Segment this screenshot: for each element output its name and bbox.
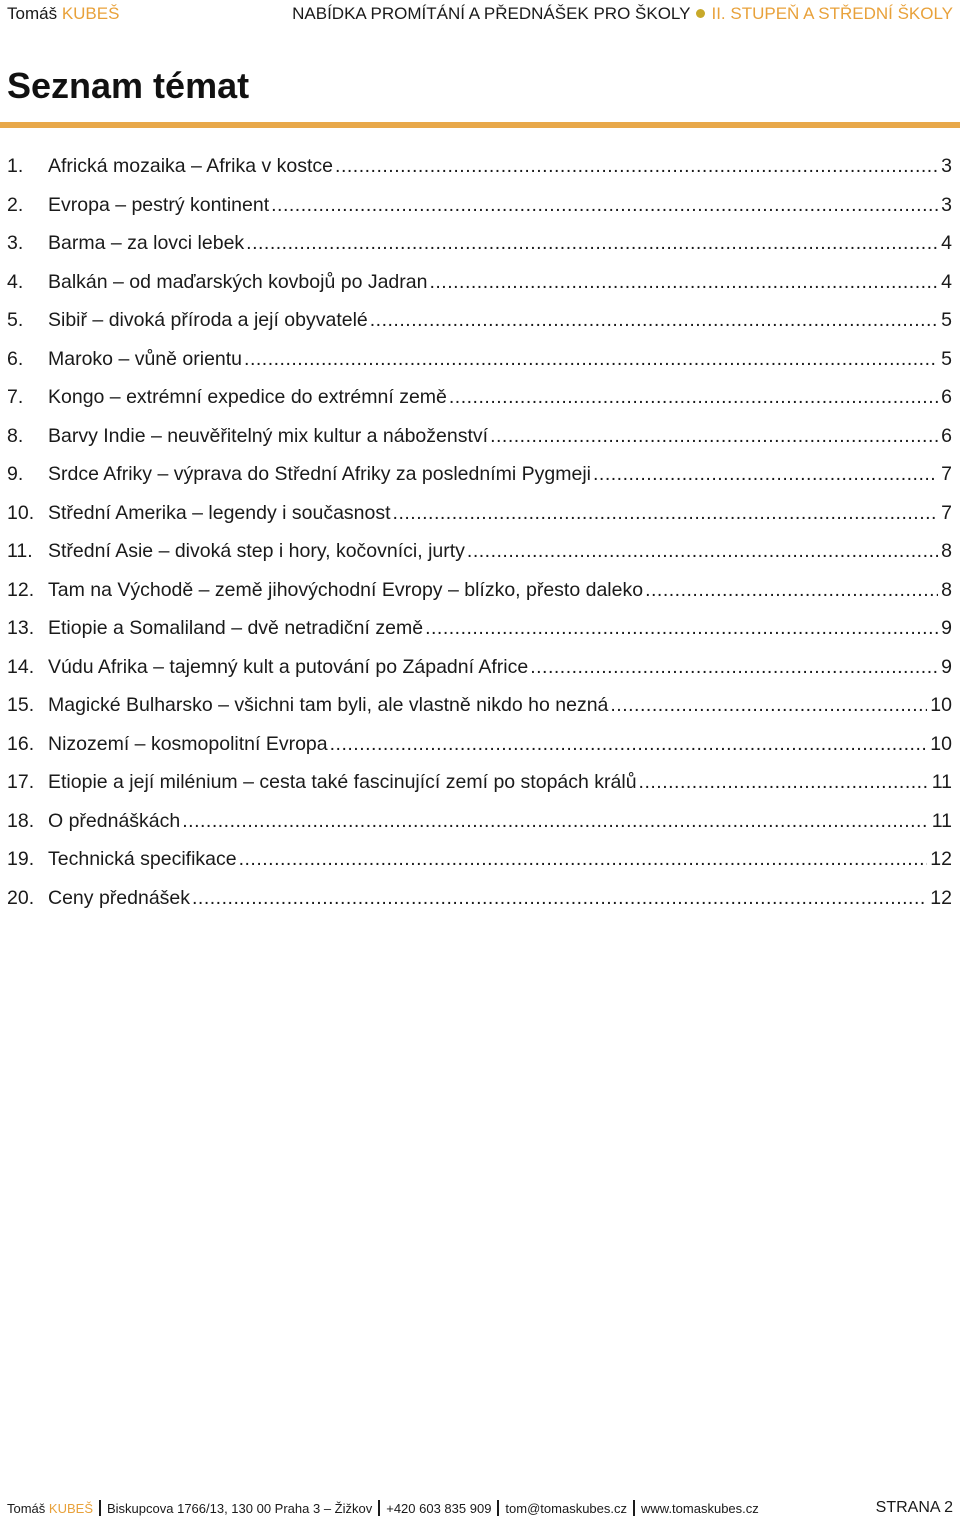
toc-entry-page[interactable]: 4 — [941, 270, 952, 293]
toc-entry[interactable] — [7, 263, 952, 302]
footer-address: Biskupcova 1766/13, 130 00 Praha 3 – Žižkov — [107, 1501, 373, 1516]
footer-website-link[interactable]: www.tomaskubes.cz — [641, 1501, 759, 1516]
toc-entry-title[interactable]: Barma – za lovci lebek — [48, 232, 245, 254]
toc-dot-leader — [449, 378, 938, 417]
toc-entry-page[interactable]: 4 — [941, 232, 952, 254]
toc-entry-title[interactable]: Balkán – od maďarských kovbojů po Jadran — [48, 270, 428, 293]
toc-entry-number: 19. — [7, 848, 35, 870]
toc-entry-page[interactable]: 9 — [941, 617, 952, 639]
toc-entry-number: 10. — [7, 501, 35, 524]
toc-entry-title[interactable]: Maroko – vůně orientu — [48, 347, 243, 370]
toc-entry[interactable] — [7, 147, 952, 186]
toc-entry-number: 3. — [7, 232, 24, 254]
toc-entry[interactable] — [7, 186, 952, 225]
toc-entry-page[interactable]: 12 — [930, 848, 952, 870]
toc-entry-page[interactable]: 11 — [931, 771, 952, 793]
toc-entry[interactable] — [7, 725, 952, 764]
toc-dot-leader — [610, 686, 927, 725]
toc-entry-page[interactable]: 12 — [930, 886, 952, 909]
toc-dot-leader — [429, 263, 938, 302]
toc-entry-title[interactable]: Magické Bulharsko – všichni tam byli, ale vlastně nikdo ho nezná — [48, 694, 609, 716]
toc-entry[interactable] — [7, 301, 952, 340]
toc-entry[interactable] — [7, 879, 952, 918]
toc-entry[interactable] — [7, 840, 952, 879]
toc-dot-leader — [335, 147, 938, 186]
toc-dot-leader — [330, 725, 928, 764]
toc-entry-title[interactable]: Vúdu Afrika – tajemný kult a putování po Západní Africe — [48, 655, 529, 678]
page-header — [7, 2, 953, 26]
page-footer — [7, 1499, 953, 1519]
toc-entry-title[interactable]: Ceny přednášek — [48, 886, 191, 909]
toc-entry-page[interactable]: 3 — [941, 155, 952, 177]
toc-entry-number: 6. — [7, 347, 24, 370]
toc-entry-page[interactable]: 8 — [941, 578, 952, 601]
toc-dot-leader — [192, 879, 927, 918]
toc-entry[interactable] — [7, 455, 952, 494]
toc-dot-leader — [530, 648, 938, 687]
toc-entry[interactable] — [7, 648, 952, 687]
toc-entry-title[interactable]: Sibiř – divoká příroda a její obyvatelé — [48, 309, 368, 331]
toc-entry-number: 18. — [7, 809, 35, 832]
toc-entry[interactable] — [7, 494, 952, 533]
toc-dot-leader — [239, 840, 928, 879]
toc-entry-number: 8. — [7, 424, 24, 447]
toc-entry-page[interactable]: 10 — [930, 732, 952, 755]
toc-dot-leader — [425, 609, 938, 648]
footer-phone: +420 603 835 909 — [386, 1501, 492, 1516]
toc-entry[interactable] — [7, 417, 952, 456]
toc-entry[interactable] — [7, 340, 952, 379]
toc-dot-leader — [370, 301, 938, 340]
toc-entry-number: 14. — [7, 655, 35, 678]
toc-entry[interactable] — [7, 571, 952, 610]
toc-entry-title[interactable]: Africká mozaika – Afrika v kostce — [48, 155, 334, 177]
toc-entry-page[interactable]: 7 — [941, 501, 952, 524]
toc-entry-title[interactable]: Střední Asie – divoká step i hory, kočovníci, jurty — [48, 540, 465, 562]
toc-entry-page[interactable]: 11 — [931, 809, 952, 832]
toc-entry-number: 17. — [7, 771, 35, 793]
header-author-first: Tomáš — [7, 4, 58, 23]
header-doc-title: NABÍDKA PROMÍTÁNÍ A PŘEDNÁŠEK PRO ŠKOLY — [292, 4, 691, 23]
toc-entry-title[interactable]: Barvy Indie – neuvěřitelný mix kultur a náboženství — [48, 424, 489, 447]
toc-dot-leader — [182, 802, 929, 841]
toc-entry-page[interactable]: 3 — [941, 193, 952, 216]
toc-dot-leader — [271, 186, 938, 225]
toc-dot-leader — [645, 571, 938, 610]
toc-dot-leader — [244, 340, 938, 379]
toc-entry-page[interactable]: 7 — [941, 463, 952, 485]
toc-entry[interactable] — [7, 532, 952, 571]
header-audience: II. STUPEŇ A STŘEDNÍ ŠKOLY — [711, 4, 953, 23]
toc-dot-leader — [593, 455, 938, 494]
toc-entry-number: 15. — [7, 694, 35, 716]
toc-entry-page[interactable]: 9 — [941, 655, 952, 678]
toc-entry-title[interactable]: Srdce Afriky – výprava do Střední Afriky za posledními Pygmeji — [48, 463, 591, 485]
toc-entry-title[interactable]: Technická specifikace — [48, 848, 237, 870]
toc-entry-page[interactable]: 6 — [941, 386, 952, 408]
toc-entry-number: 2. — [7, 193, 24, 216]
header-author-last: KUBEŠ — [61, 4, 120, 23]
table-of-contents — [7, 147, 952, 917]
toc-dot-leader — [246, 224, 938, 263]
footer-separator — [99, 1500, 101, 1516]
toc-entry-title[interactable]: Nizozemí – kosmopolitní Evropa — [48, 732, 328, 755]
toc-entry-number: 1. — [7, 155, 24, 177]
header-title — [292, 2, 953, 26]
toc-dot-leader — [490, 417, 938, 456]
footer-email-link[interactable]: tom@tomaskubes.cz — [505, 1501, 627, 1516]
bullet-dot-icon — [696, 9, 705, 18]
toc-entry[interactable] — [7, 802, 952, 841]
toc-entry-title[interactable]: Střední Amerika – legendy i současnost — [48, 501, 391, 524]
toc-entry-page[interactable]: 5 — [941, 347, 952, 370]
page-number: STRANA 2 — [875, 1499, 953, 1516]
toc-entry-number: 11. — [7, 540, 33, 562]
toc-entry[interactable] — [7, 224, 952, 263]
toc-entry-number: 13. — [7, 617, 35, 639]
toc-entry-title[interactable]: O přednáškách — [48, 809, 181, 832]
toc-entry-number: 5. — [7, 309, 24, 331]
footer-separator — [633, 1500, 635, 1516]
toc-entry[interactable] — [7, 378, 952, 417]
toc-dot-leader — [393, 494, 939, 533]
header-author — [7, 2, 119, 26]
toc-entry-page[interactable]: 6 — [941, 424, 952, 447]
page-title: Seznam témat — [7, 65, 250, 106]
toc-entry-title[interactable]: Etiopie a její milénium – cesta také fascinující zemí po stopách králů — [48, 771, 637, 793]
toc-entry-number: 16. — [7, 732, 35, 755]
footer-separator — [378, 1500, 380, 1516]
toc-entry-title[interactable]: Etiopie a Somaliland – dvě netradiční země — [48, 617, 424, 639]
toc-entry-number: 20. — [7, 886, 35, 909]
toc-entry-page[interactable]: 5 — [941, 309, 952, 331]
toc-entry-page[interactable]: 8 — [941, 540, 952, 562]
footer-author-last: KUBEŠ — [48, 1501, 93, 1516]
footer-separator — [497, 1500, 499, 1516]
toc-entry-number: 7. — [7, 386, 24, 408]
footer-contact — [7, 1499, 759, 1519]
toc-dot-leader — [639, 763, 929, 802]
toc-entry-title[interactable]: Kongo – extrémní expedice do extrémní země — [48, 386, 447, 408]
toc-entry[interactable] — [7, 609, 952, 648]
footer-author-first: Tomáš — [7, 1501, 46, 1516]
toc-entry-title[interactable]: Tam na Východě – země jihovýchodní Evropy – blízko, přesto daleko — [48, 578, 644, 601]
toc-entry-page[interactable]: 10 — [930, 694, 952, 716]
toc-dot-leader — [467, 532, 938, 571]
toc-entry[interactable] — [7, 763, 952, 802]
toc-entry-title[interactable]: Evropa – pestrý kontinent — [48, 193, 270, 216]
toc-entry-number: 9. — [7, 463, 24, 485]
toc-entry[interactable] — [7, 686, 952, 725]
toc-entry-number: 4. — [7, 270, 24, 293]
toc-entry-number: 12. — [7, 578, 35, 601]
title-divider — [0, 122, 960, 128]
